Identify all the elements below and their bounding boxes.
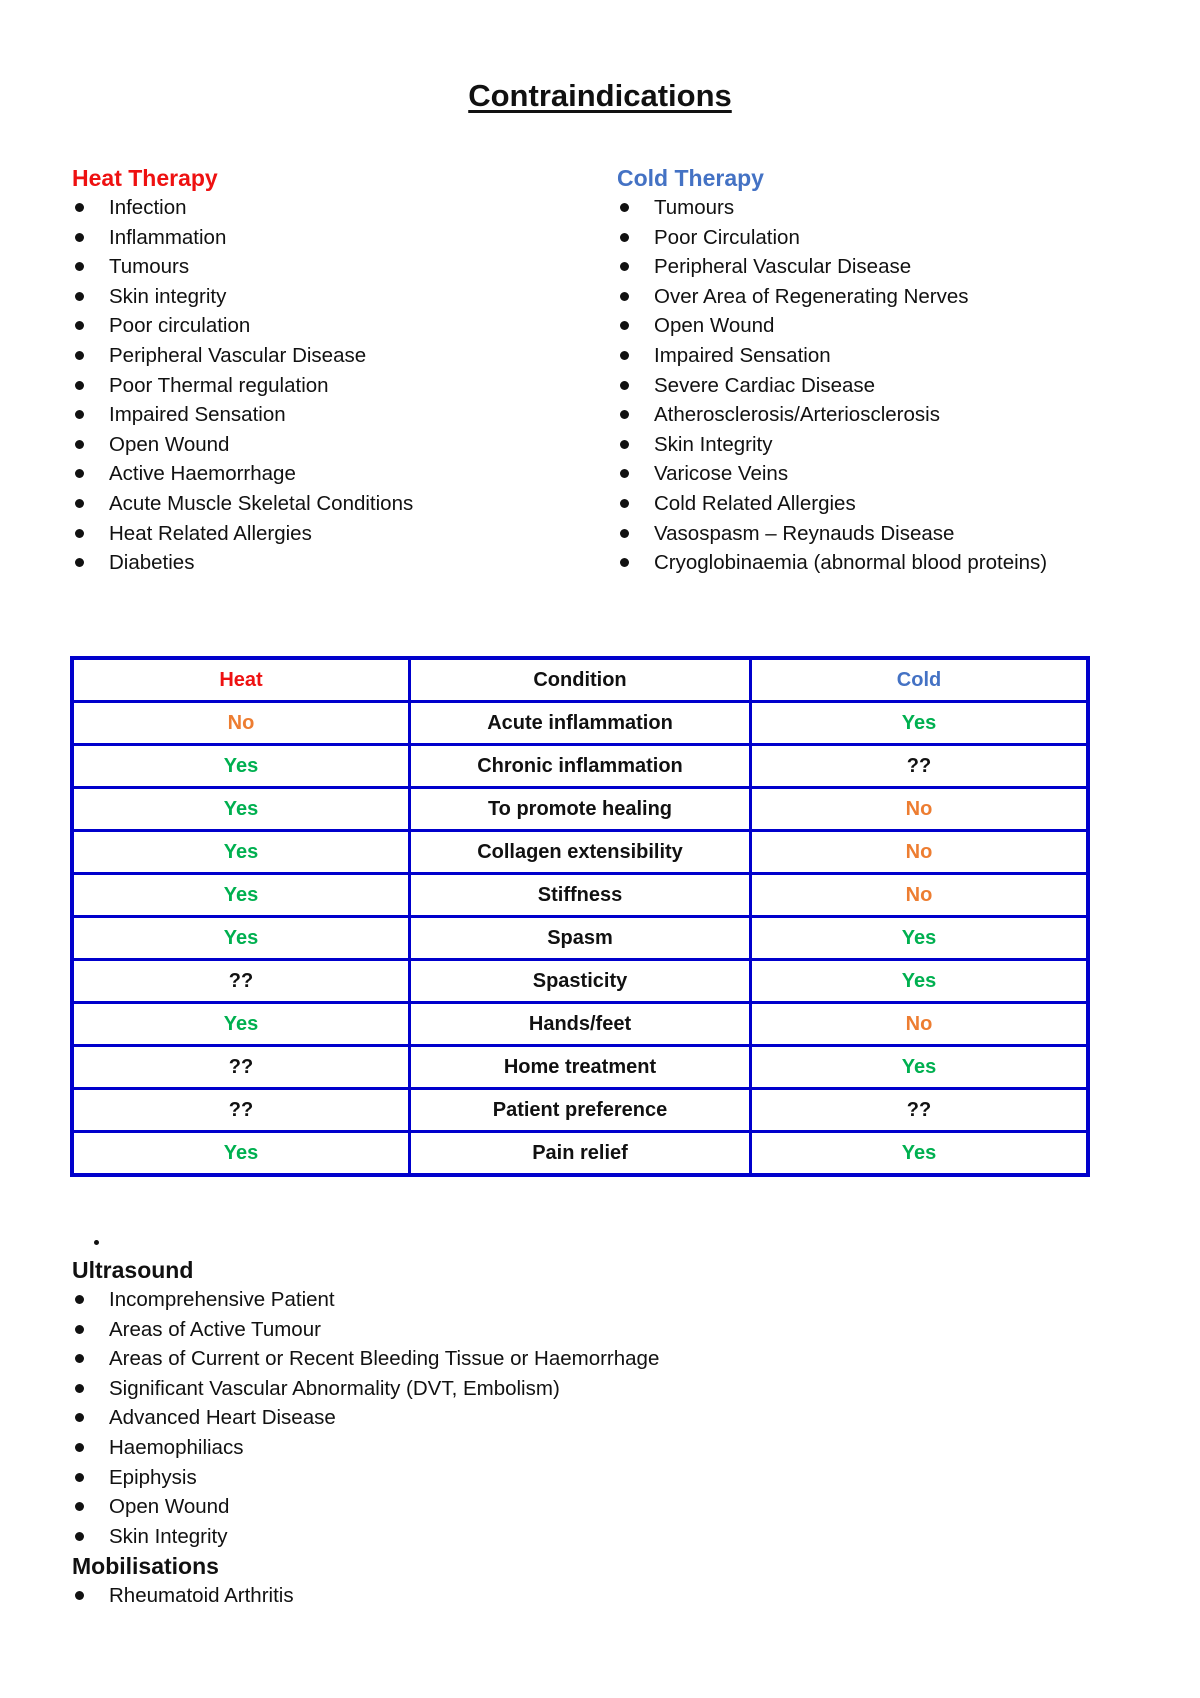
- list-item-label: Heat Related Allergies: [109, 521, 312, 545]
- mobilisations-heading: Mobilisations: [72, 1553, 219, 1580]
- header-heat: Heat: [72, 658, 410, 702]
- page-title: Contraindications: [468, 78, 732, 113]
- table-header-row: [72, 658, 1088, 702]
- list-item: [72, 1285, 872, 1315]
- condition-cell: Acute inflammation: [410, 702, 751, 745]
- table-row: [72, 960, 1088, 1003]
- cold-cell: Yes: [751, 1046, 1089, 1089]
- heat-cell: Yes: [72, 831, 410, 874]
- lower-sections: [72, 1255, 872, 1611]
- bullet-icon: [620, 529, 629, 538]
- list-item: [72, 223, 592, 253]
- list-item-label: Open Wound: [654, 314, 775, 338]
- list-item: [72, 548, 592, 578]
- bullet-icon: [75, 1532, 84, 1541]
- list-item-label: Tumours: [109, 255, 190, 279]
- list-item: [617, 282, 1137, 312]
- list-item: [617, 193, 1137, 223]
- bullet-icon: [75, 1443, 84, 1452]
- bullet-icon: [75, 558, 84, 567]
- bullet-icon: [75, 499, 84, 508]
- bullet-icon: [620, 381, 629, 390]
- bullet-icon: [620, 558, 629, 567]
- heat-cell: No: [72, 702, 410, 745]
- condition-cell: Stiffness: [410, 874, 751, 917]
- bullet-icon: [620, 233, 629, 242]
- list-item-label: Haemophiliacs: [109, 1435, 244, 1459]
- list-item: [72, 341, 592, 371]
- bullet-icon: [75, 1384, 84, 1393]
- list-item-label: Peripheral Vascular Disease: [109, 343, 367, 367]
- list-item-label: Open Wound: [109, 1495, 230, 1519]
- table-row: [72, 917, 1088, 960]
- list-item-label: Peripheral Vascular Disease: [654, 255, 912, 279]
- list-item: [72, 252, 592, 282]
- bullet-icon: [75, 351, 84, 360]
- list-item-label: Poor circulation: [109, 314, 251, 338]
- list-item-label: Inflammation: [109, 225, 227, 249]
- cold-cell: No: [751, 788, 1089, 831]
- list-item: [72, 1581, 872, 1611]
- list-item-label: Active Haemorrhage: [109, 462, 296, 486]
- cold-cell: Yes: [751, 960, 1089, 1003]
- bullet-icon: [75, 262, 84, 271]
- heat-cell: ??: [72, 960, 410, 1003]
- cold-therapy-heading: Cold Therapy: [617, 165, 764, 191]
- table-row: [72, 702, 1088, 745]
- list-item: [617, 341, 1137, 371]
- list-item-label: Areas of Current or Recent Bleeding Tissue or Haemorrhage: [109, 1347, 660, 1371]
- list-item-label: Open Wound: [109, 432, 230, 456]
- list-item-label: Vasospasm – Reynauds Disease: [654, 521, 955, 545]
- list-item: [72, 400, 592, 430]
- cold-cell: No: [751, 874, 1089, 917]
- condition-cell: Spasm: [410, 917, 751, 960]
- condition-cell: Hands/feet: [410, 1003, 751, 1046]
- condition-cell: Chronic inflammation: [410, 745, 751, 788]
- table-row: [72, 788, 1088, 831]
- condition-cell: To promote healing: [410, 788, 751, 831]
- bullet-icon: [75, 1325, 84, 1334]
- table-row: [72, 1003, 1088, 1046]
- condition-cell: Collagen extensibility: [410, 831, 751, 874]
- bullet-icon: [620, 292, 629, 301]
- list-item: [72, 430, 592, 460]
- heat-cell: ??: [72, 1046, 410, 1089]
- heat-cell: Yes: [72, 745, 410, 788]
- stray-dot: [94, 1240, 99, 1245]
- bullet-icon: [620, 321, 629, 330]
- heat-cold-comparison-table: [70, 656, 1090, 1177]
- bullet-icon: [75, 203, 84, 212]
- list-item-label: Varicose Veins: [654, 462, 789, 486]
- bullet-icon: [75, 469, 84, 478]
- cold-cell: No: [751, 831, 1089, 874]
- condition-cell: Home treatment: [410, 1046, 751, 1089]
- list-item: [72, 282, 592, 312]
- bullet-icon: [75, 1354, 84, 1363]
- heat-therapy-section: [72, 163, 592, 578]
- table-row: [72, 745, 1088, 788]
- list-item-label: Atherosclerosis/Arteriosclerosis: [654, 403, 940, 427]
- header-condition: Condition: [410, 658, 751, 702]
- bullet-icon: [620, 410, 629, 419]
- condition-cell: Patient preference: [410, 1089, 751, 1132]
- bullet-icon: [75, 1502, 84, 1511]
- heat-cell: Yes: [72, 1132, 410, 1176]
- table-row: [72, 831, 1088, 874]
- cold-cell: No: [751, 1003, 1089, 1046]
- bullet-icon: [75, 292, 84, 301]
- heat-cell: Yes: [72, 1003, 410, 1046]
- list-item-label: Advanced Heart Disease: [109, 1406, 336, 1430]
- table-row: [72, 1089, 1088, 1132]
- list-item-label: Incomprehensive Patient: [109, 1288, 335, 1311]
- cold-cell: ??: [751, 1089, 1089, 1132]
- cold-cell: Yes: [751, 702, 1089, 745]
- bullet-icon: [75, 233, 84, 242]
- bullet-icon: [75, 529, 84, 538]
- bullet-icon: [620, 499, 629, 508]
- ultrasound-heading: Ultrasound: [72, 1257, 194, 1283]
- cold-cell: Yes: [751, 917, 1089, 960]
- list-item-label: Epiphysis: [109, 1465, 197, 1489]
- list-item: [72, 193, 592, 223]
- bullet-icon: [75, 1591, 84, 1600]
- bullet-icon: [75, 321, 84, 330]
- list-item: [72, 1344, 872, 1374]
- list-item-label: Diabeties: [109, 551, 195, 575]
- list-item-label: Over Area of Regenerating Nerves: [654, 284, 969, 308]
- list-item: [72, 311, 592, 341]
- bullet-icon: [620, 262, 629, 271]
- list-item: [617, 223, 1137, 253]
- list-item-label: Cryoglobinaemia (abnormal blood proteins): [654, 551, 1048, 575]
- bullet-icon: [75, 1413, 84, 1422]
- bullet-icon: [75, 381, 84, 390]
- list-item-label: Severe Cardiac Disease: [654, 373, 876, 397]
- list-item: [617, 489, 1137, 519]
- list-item-label: Cold Related Allergies: [654, 491, 856, 515]
- list-item: [617, 311, 1137, 341]
- list-item: [72, 519, 592, 549]
- heat-cell: ??: [72, 1089, 410, 1132]
- cold-cell: ??: [751, 745, 1089, 788]
- bullet-icon: [620, 440, 629, 449]
- bullet-icon: [620, 203, 629, 212]
- list-item: [617, 519, 1137, 549]
- mobilisations-list: [72, 1581, 872, 1611]
- list-item: [72, 1433, 872, 1463]
- list-item-label: Tumours: [654, 196, 735, 219]
- list-item: [72, 1374, 872, 1404]
- list-item: [617, 371, 1137, 401]
- list-item-label: Acute Muscle Skeletal Conditions: [109, 491, 414, 515]
- bullet-icon: [620, 351, 629, 360]
- list-item: [617, 400, 1137, 430]
- list-item-label: Infection: [109, 196, 187, 219]
- list-item-label: Poor Thermal regulation: [109, 373, 329, 397]
- list-item-label: Skin Integrity: [654, 432, 773, 456]
- list-item: [617, 459, 1137, 489]
- condition-cell: Pain relief: [410, 1132, 751, 1176]
- list-item: [617, 430, 1137, 460]
- list-item-label: Rheumatoid Arthritis: [109, 1584, 294, 1608]
- list-item: [72, 459, 592, 489]
- list-item: [72, 1522, 872, 1552]
- list-item: [72, 1403, 872, 1433]
- bullet-icon: [75, 440, 84, 449]
- list-item: [72, 489, 592, 519]
- table-row: [72, 1132, 1088, 1176]
- heat-cell: Yes: [72, 874, 410, 917]
- heat-therapy-list: [72, 193, 592, 578]
- list-item-label: Areas of Active Tumour: [109, 1317, 321, 1341]
- bullet-icon: [75, 410, 84, 419]
- bullet-icon: [75, 1473, 84, 1482]
- bullet-icon: [620, 469, 629, 478]
- list-item-label: Impaired Sensation: [654, 343, 831, 367]
- list-item-label: Skin Integrity: [109, 1524, 228, 1548]
- cold-therapy-section: [617, 163, 1137, 578]
- list-item-label: Skin integrity: [109, 284, 227, 308]
- table-row: [72, 1046, 1088, 1089]
- condition-cell: Spasticity: [410, 960, 751, 1003]
- table-row: [72, 874, 1088, 917]
- list-item: [72, 371, 592, 401]
- heat-therapy-heading: Heat Therapy: [72, 165, 218, 191]
- list-item-label: Impaired Sensation: [109, 403, 286, 427]
- list-item-label: Poor Circulation: [654, 225, 800, 249]
- list-item: [617, 252, 1137, 282]
- cold-therapy-list: [617, 193, 1137, 578]
- cold-cell: Yes: [751, 1132, 1089, 1176]
- heat-cell: Yes: [72, 917, 410, 960]
- header-cold: Cold: [751, 658, 1089, 702]
- list-item: [617, 548, 1137, 578]
- list-item: [72, 1492, 872, 1522]
- list-item-label: Significant Vascular Abnormality (DVT, Embolism): [109, 1376, 560, 1400]
- list-item: [72, 1315, 872, 1345]
- bullet-icon: [75, 1295, 84, 1304]
- ultrasound-list: [72, 1285, 872, 1551]
- heat-cell: Yes: [72, 788, 410, 831]
- list-item: [72, 1463, 872, 1493]
